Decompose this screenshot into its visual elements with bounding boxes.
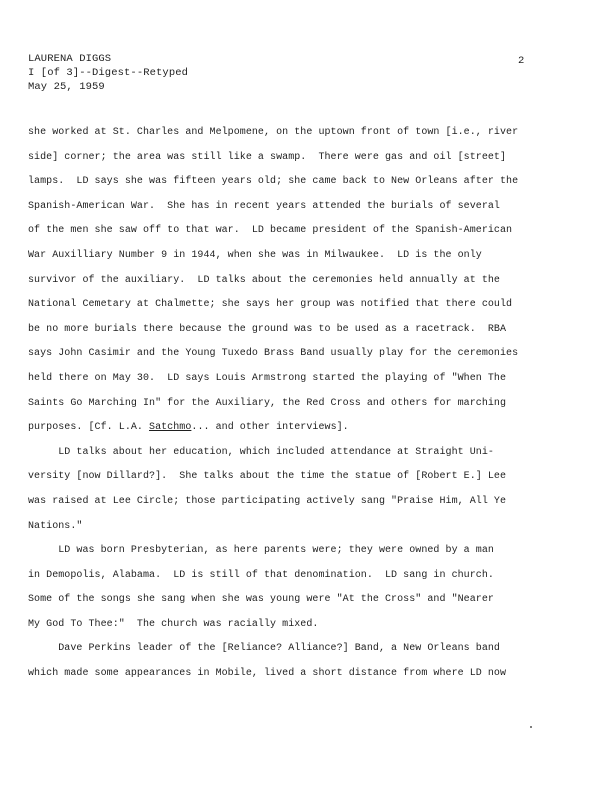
interview-date: May 25, 1959 <box>28 81 105 93</box>
text-line: Nations." <box>28 520 83 532</box>
document-header <box>28 52 328 94</box>
text-line: survivor of the auxiliary. LD talks about the ceremonies held annually at the <box>28 274 500 286</box>
page-number: 2 <box>518 55 525 67</box>
text-line: says John Casimir and the Young Tuxedo Brass Band usually play for the ceremonies <box>28 348 519 360</box>
text-line: My God To Thee:" The church was racially mixed. <box>28 618 319 630</box>
text-line: War Auxilliary Number 9 in 1944, when she was in Milwaukee. LD is the only <box>28 249 482 261</box>
text-line: be no more burials there because the ground was to be used as a racetrack. RBA <box>28 323 507 335</box>
text-line: was raised at Lee Circle; those participating actively sang "Praise Him, All Ye <box>28 495 507 507</box>
reel-label: I [of 3]--Digest--Retyped <box>28 67 189 79</box>
body-text <box>28 125 588 691</box>
underlined-title: Satchmo <box>149 422 192 434</box>
text-line: which made some appearances in Mobile, lived a short distance from where LD now <box>28 668 507 680</box>
text-line: in Demopolis, Alabama. LD is still of that denomination. LD sang in church. <box>28 569 494 581</box>
text-segment: ... and other interviews]. <box>191 422 349 434</box>
text-line: lamps. LD says she was fifteen years old; she came back to New Orleans after the <box>28 176 519 188</box>
text-line: she worked at St. Charles and Melpomene, on the uptown front of town [i.e., river <box>28 127 519 138</box>
text-line: Saints Go Marching In" for the Auxiliary, the Red Cross and others for marching <box>28 397 507 409</box>
text-line-with-title <box>28 420 588 436</box>
text-segment: purposes. [Cf. L.A. <box>28 422 150 434</box>
text-line: National Cemetary at Chalmette; she says her group was notified that there could <box>28 299 513 311</box>
margin-mark <box>530 726 532 728</box>
text-line: versity [now Dillard?]. She talks about the time the statue of [Robert E.] Lee <box>28 471 507 483</box>
text-line: Some of the songs she sang when she was young were "At the Cross" and "Nearer <box>28 594 494 606</box>
text-line: of the men she saw off to that war. LD became president of the Spanish-American <box>28 225 513 237</box>
text-line: side] corner; the area was still like a swamp. There were gas and oil [street] <box>28 151 507 163</box>
text-line: held there on May 30. LD says Louis Armstrong started the playing of "When The <box>28 372 507 384</box>
text-line: LD talks about her education, which included attendance at Straight Uni- <box>28 446 494 458</box>
text-line: Dave Perkins leader of the [Reliance? Alliance?] Band, a New Orleans band <box>28 643 500 655</box>
text-line: Spanish-American War. She has in recent years attended the burials of several <box>28 200 500 212</box>
interviewee-name: LAURENA DIGGS <box>28 53 112 65</box>
text-line: LD was born Presbyterian, as here parents were; they were owned by a man <box>28 545 494 557</box>
